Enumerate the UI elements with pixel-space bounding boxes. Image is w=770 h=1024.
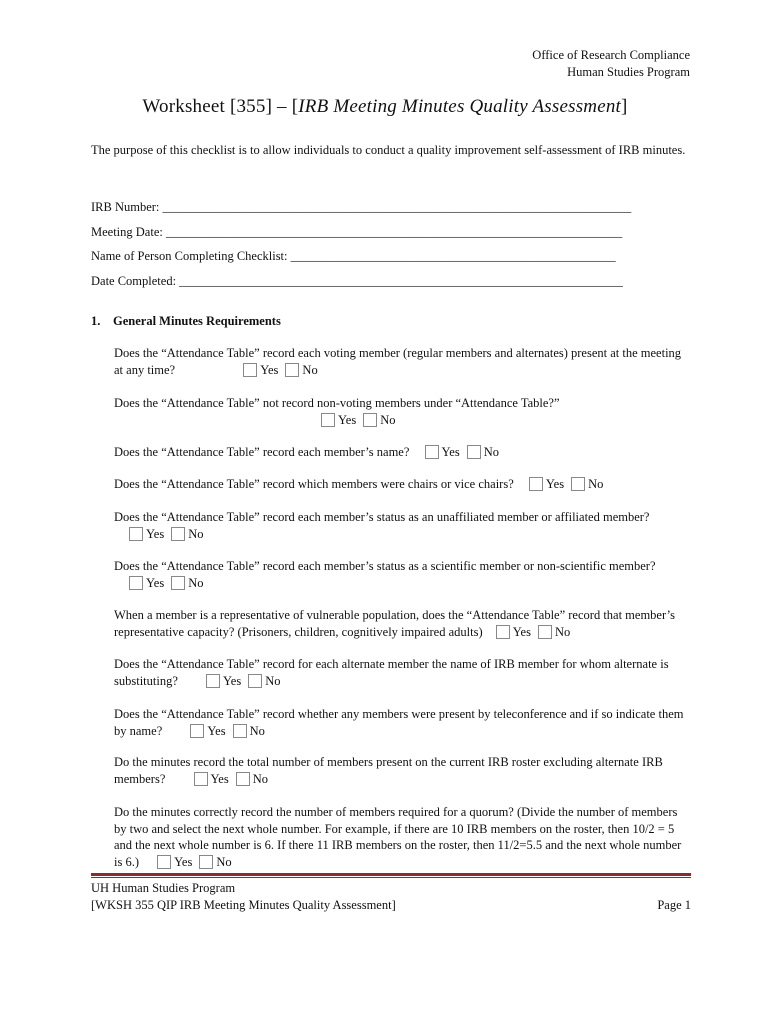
meeting-date-field[interactable]: Meeting Date: _________________________________________________________________________ [91,224,623,239]
yes-checkbox[interactable] [206,674,220,688]
question-item [114,444,692,461]
yes-checkbox[interactable] [529,477,543,491]
yes-checkbox[interactable] [157,855,171,869]
no-label: No [188,575,204,590]
question-text: Does the “Attendance Table” record for each alternate member the name of IRB member for whom alternate is substituting? [114,657,669,688]
page-number: Page 1 [657,898,691,912]
no-checkbox[interactable] [233,724,247,738]
no-checkbox[interactable] [571,477,585,491]
footer-document-name: [WKSH 355 QIP IRB Meeting Minutes Quality Assessment] [91,898,396,912]
footer-program: UH Human Studies Program [91,881,236,895]
section-number: 1. [91,314,101,328]
yes-checkbox[interactable] [496,625,510,639]
question-text: Do the minutes correctly record the number of members required for a quorum? (Divide the number of members by two and select the next whole number. For example, if there are 10 IRB members on the roster, then 10/2 = 5 and the next whole number is 6. If there 11 IRB members on the roster, then 11/2=5.5 and the next whole number is 6.) [114,805,682,869]
yes-checkbox[interactable] [190,724,204,738]
no-label: No [380,412,396,427]
page-header [532,47,690,81]
question-item [114,345,692,378]
title-italic: IRB Meeting Minutes Quality Assessment [298,96,622,117]
yes-label: Yes [512,624,531,639]
yes-label: Yes [441,445,460,459]
footer-divider [91,873,691,878]
question-item [114,509,692,542]
yes-label: Yes [210,771,229,786]
no-checkbox[interactable] [467,445,481,459]
no-checkbox[interactable] [171,527,185,541]
no-label: No [302,362,318,377]
yes-label: Yes [338,412,357,427]
no-label: No [265,673,281,688]
no-checkbox[interactable] [363,413,377,427]
no-label: No [188,526,204,541]
purpose-text: The purpose of this checklist is to allow individuals to conduct a quality improvement self-assessment of IRB minutes. [91,143,686,157]
question-item [114,706,692,739]
yes-label: Yes [146,575,165,590]
question-item [114,754,692,787]
no-label: No [249,723,265,738]
yes-label: Yes [174,854,193,869]
no-checkbox[interactable] [248,674,262,688]
question-text: When a member is a representative of vulnerable population, does the “Attendance Table” record that member’s representative capacity? (Prisoners, children, cognitively impaired adults) [114,608,675,639]
yes-label: Yes [545,477,565,491]
section-title: General Minutes Requirements [113,314,281,328]
no-checkbox[interactable] [285,363,299,377]
yes-checkbox[interactable] [129,576,143,590]
question-text: Does the “Attendance Table” record each voting member (regular members and alternates) present at the meeting at any time? [114,346,682,377]
question-text: Does the “Attendance Table” record which members were chairs or vice chairs? [114,477,514,491]
question-text: Does the “Attendance Table” record each member’s name? [114,445,410,459]
question-text: Do the minutes record the total number of members present on the current IRB roster excluding alternate IRB members? [114,755,663,786]
question-item [114,558,692,591]
question-text: Does the “Attendance Table” not record non-voting members under “Attendance Table?” [114,396,560,410]
question-item [114,656,692,689]
no-checkbox[interactable] [171,576,185,590]
question-item [114,476,692,493]
no-label: No [588,477,604,491]
title-suffix: ] [621,96,628,117]
title-prefix: Worksheet [355] – [ [142,96,299,117]
no-checkbox[interactable] [236,772,250,786]
no-label: No [216,854,232,869]
form-fields [91,199,691,298]
program-name: Human Studies Program [567,65,690,79]
question-item [114,804,692,870]
yes-label: Yes [146,526,165,541]
no-checkbox[interactable] [538,625,552,639]
question-text: Does the “Attendance Table” record each member’s status as an unaffiliated member or affiliated member? [114,510,650,524]
yes-checkbox[interactable] [194,772,208,786]
office-name: Office of Research Compliance [532,48,690,62]
no-label: No [252,771,268,786]
yes-label: Yes [260,362,279,377]
yes-label: Yes [207,723,226,738]
section-heading [91,314,281,329]
yes-checkbox[interactable] [425,445,439,459]
yes-label: Yes [223,673,242,688]
no-label: No [483,445,500,459]
yes-checkbox[interactable] [243,363,257,377]
question-item [114,607,692,640]
date-completed-field[interactable]: Date Completed: _______________________________________________________________________ [91,274,623,289]
document-title [0,96,770,118]
completer-name-field[interactable]: Name of Person Completing Checklist: ____________________________________________________ [91,249,616,264]
no-label: No [554,624,571,639]
yes-checkbox[interactable] [129,527,143,541]
irb-number-field[interactable]: IRB Number: ___________________________________________________________________________ [91,200,632,214]
question-text: Does the “Attendance Table” record whether any members were present by teleconference and if so indicate them by name? [114,707,684,738]
question-text: Does the “Attendance Table” record each member’s status as a scientific member or non-scientific member? [114,559,656,573]
no-checkbox[interactable] [199,855,213,869]
question-item [114,395,692,428]
yes-checkbox[interactable] [321,413,335,427]
page-footer [91,880,691,914]
